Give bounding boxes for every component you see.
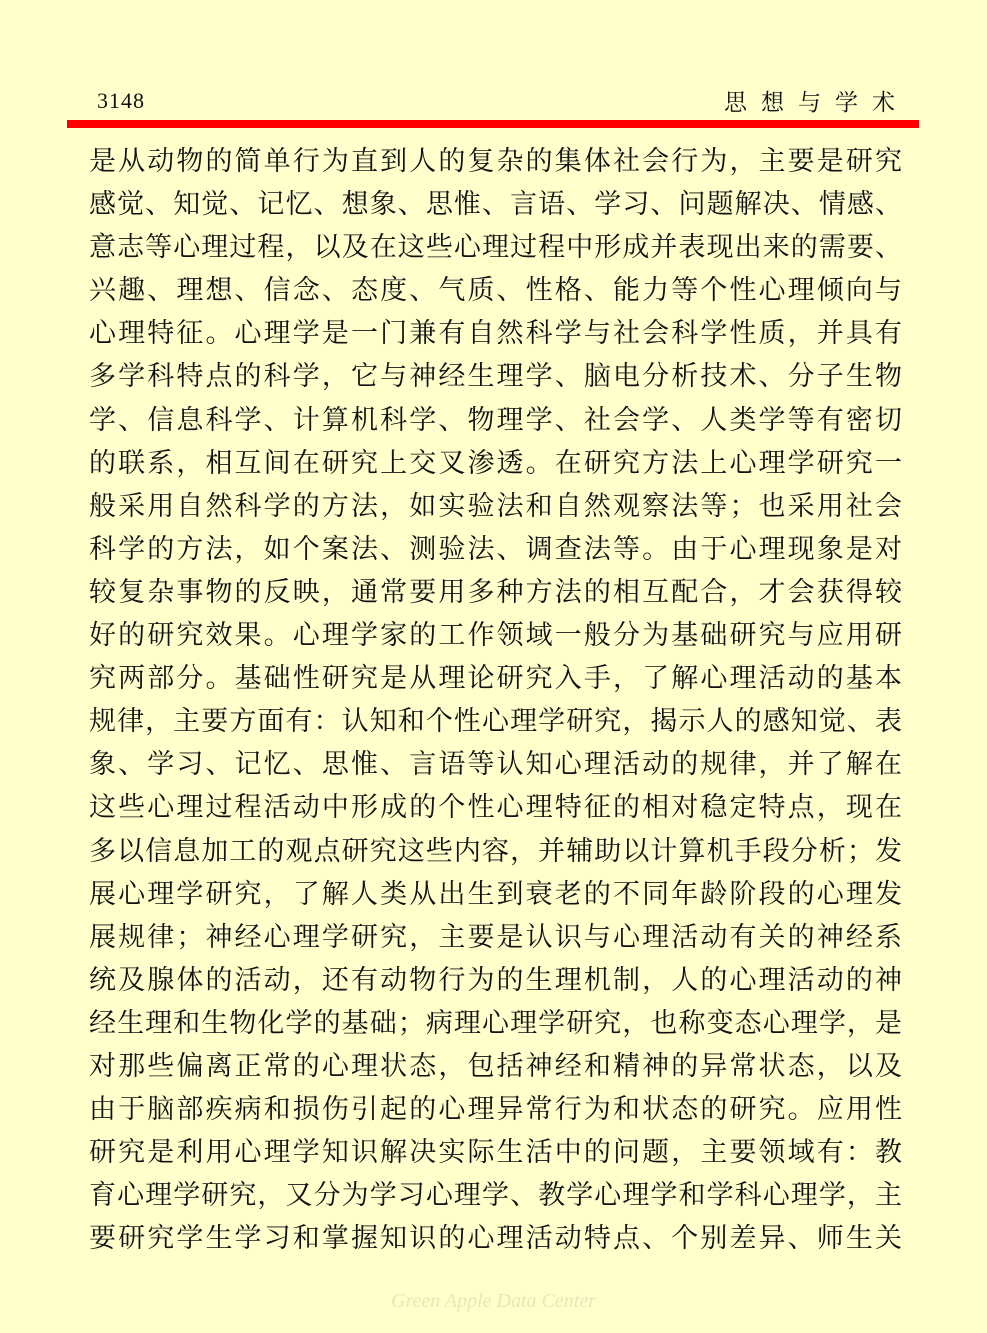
text-line: 般采用自然科学的方法，如实验法和自然观察法等；也采用社会 (89, 490, 902, 522)
text-line: 意志等心理过程，以及在这些心理过程中形成并表现出来的需要、 (89, 232, 902, 264)
text-line: 感觉、知觉、记忆、想象、思惟、言语、学习、问题解决、情感、 (89, 189, 902, 221)
text-line: 究两部分。基础性研究是从理论研究入手，了解心理活动的基本 (89, 663, 902, 695)
text-line: 是从动物的简单行为直到人的复杂的集体社会行为，主要是研究 (89, 146, 902, 177)
text-line: 要研究学生学习和掌握知识的心理活动特点、个别差异、师生关 (89, 1223, 902, 1255)
page-number: 3148 (97, 88, 145, 113)
text-line: 规律，主要方面有：认知和个性心理学研究，揭示人的感知觉、表 (89, 706, 902, 738)
text-line: 好的研究效果。心理学家的工作领域一般分为基础研究与应用研 (89, 620, 902, 652)
text-line: 由于脑部疾病和损伤引起的心理异常行为和状态的研究。应用性 (89, 1094, 902, 1126)
text-line: 兴趣、理想、信念、态度、气质、性格、能力等个性心理倾向与 (89, 275, 902, 307)
body-text (89, 140, 902, 1260)
text-line: 展心理学研究，了解人类从出生到衰老的不同年龄阶段的心理发 (89, 878, 902, 910)
text-line: 这些心理过程活动中形成的个性心理特征的相对稳定特点，现在 (89, 792, 902, 824)
text-line: 多学科特点的科学，它与神经生理学、脑电分析技术、分子生物 (89, 361, 902, 393)
text-line: 对那些偏离正常的心理状态，包括神经和精神的异常状态，以及 (89, 1050, 902, 1082)
text-line: 学、信息科学、计算机科学、物理学、社会学、人类学等有密切 (89, 404, 902, 436)
text-line: 研究是利用心理学知识解决实际生活中的问题，主要领域有：教 (89, 1137, 902, 1169)
text-line: 心理特征。心理学是一门兼有自然科学与社会科学性质，并具有 (89, 318, 902, 350)
text-line: 经生理和生物化学的基础；病理心理学研究，也称变态心理学，是 (89, 1007, 902, 1039)
text-line: 象、学习、记忆、思惟、言语等认知心理活动的规律，并了解在 (89, 749, 902, 781)
header-rule (67, 120, 919, 128)
text-line: 的联系，相互间在研究上交叉渗透。在研究方法上心理学研究一 (89, 447, 902, 479)
text-line: 育心理学研究，又分为学习心理学、教学心理学和学科心理学，主 (89, 1180, 902, 1212)
text-line: 展规律；神经心理学研究，主要是认识与心理活动有关的神经系 (89, 921, 902, 953)
running-head: 思想与学术 (724, 90, 909, 116)
text-line: 多以信息加工的观点研究这些内容，并辅助以计算机手段分析；发 (89, 835, 902, 867)
text-line: 统及腺体的活动，还有动物行为的生理机制，人的心理活动的神 (89, 964, 902, 996)
text-line: 较复杂事物的反映，通常要用多种方法的相互配合，才会获得较 (89, 576, 902, 608)
footer-watermark: Green Apple Data Center (391, 1290, 596, 1312)
text-line: 科学的方法，如个案法、测验法、调查法等。由于心理现象是对 (89, 533, 902, 565)
